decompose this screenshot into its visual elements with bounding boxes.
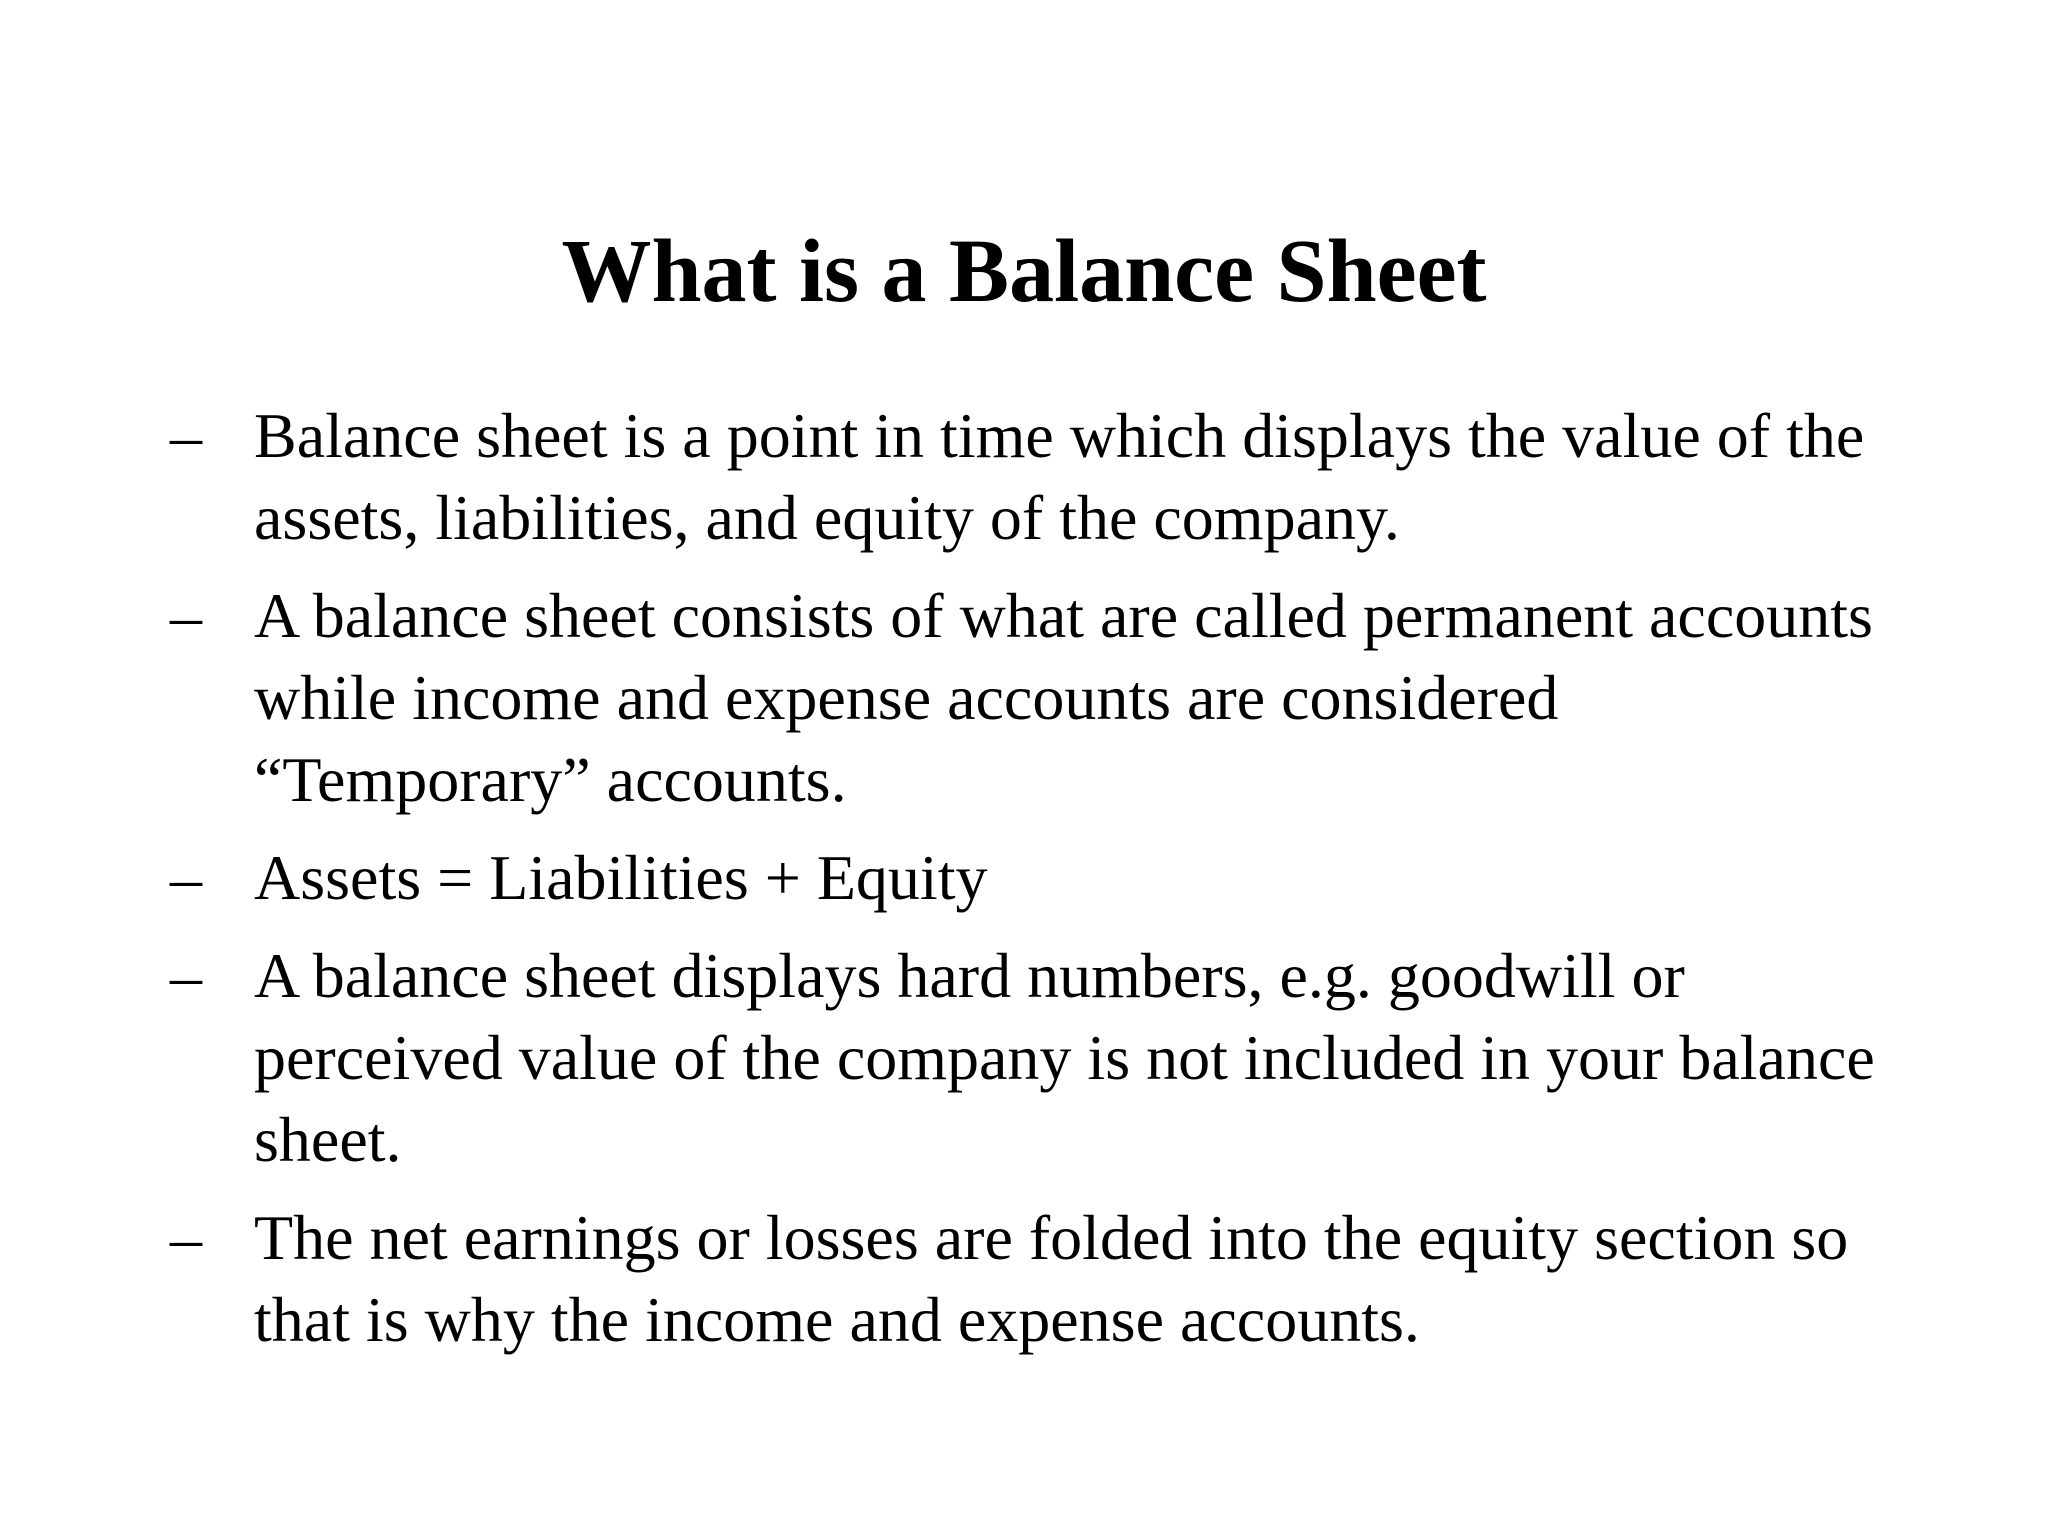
bullet-dash: – [170, 842, 202, 913]
bullet-dash: – [170, 580, 202, 651]
bullet-text: A balance sheet consists of what are called permanent accounts while income and expense accounts are considered “Temporary” accounts. [254, 580, 1873, 815]
bullet-item [170, 1197, 1910, 1361]
bullet-item [170, 837, 1910, 919]
bullet-item [170, 575, 1910, 821]
bullet-item [170, 935, 1910, 1181]
bullet-dash: – [170, 1202, 202, 1273]
bullet-dash: – [170, 940, 202, 1011]
bullet-text: A balance sheet displays hard numbers, e.g. goodwill or perceived value of the company is not included in your balance sheet. [254, 940, 1875, 1175]
slide-title: What is a Balance Sheet [561, 222, 1487, 321]
bullet-text: Balance sheet is a point in time which displays the value of the assets, liabilities, and equity of the company. [254, 400, 1865, 553]
bullet-text: Assets = Liabilities + Equity [254, 842, 988, 913]
bullet-list [170, 395, 1910, 1377]
bullet-item [170, 395, 1910, 559]
bullet-text: The net earnings or losses are folded into the equity section so that is why the income and expense accounts. [254, 1202, 1849, 1355]
bullet-dash: – [170, 400, 202, 471]
